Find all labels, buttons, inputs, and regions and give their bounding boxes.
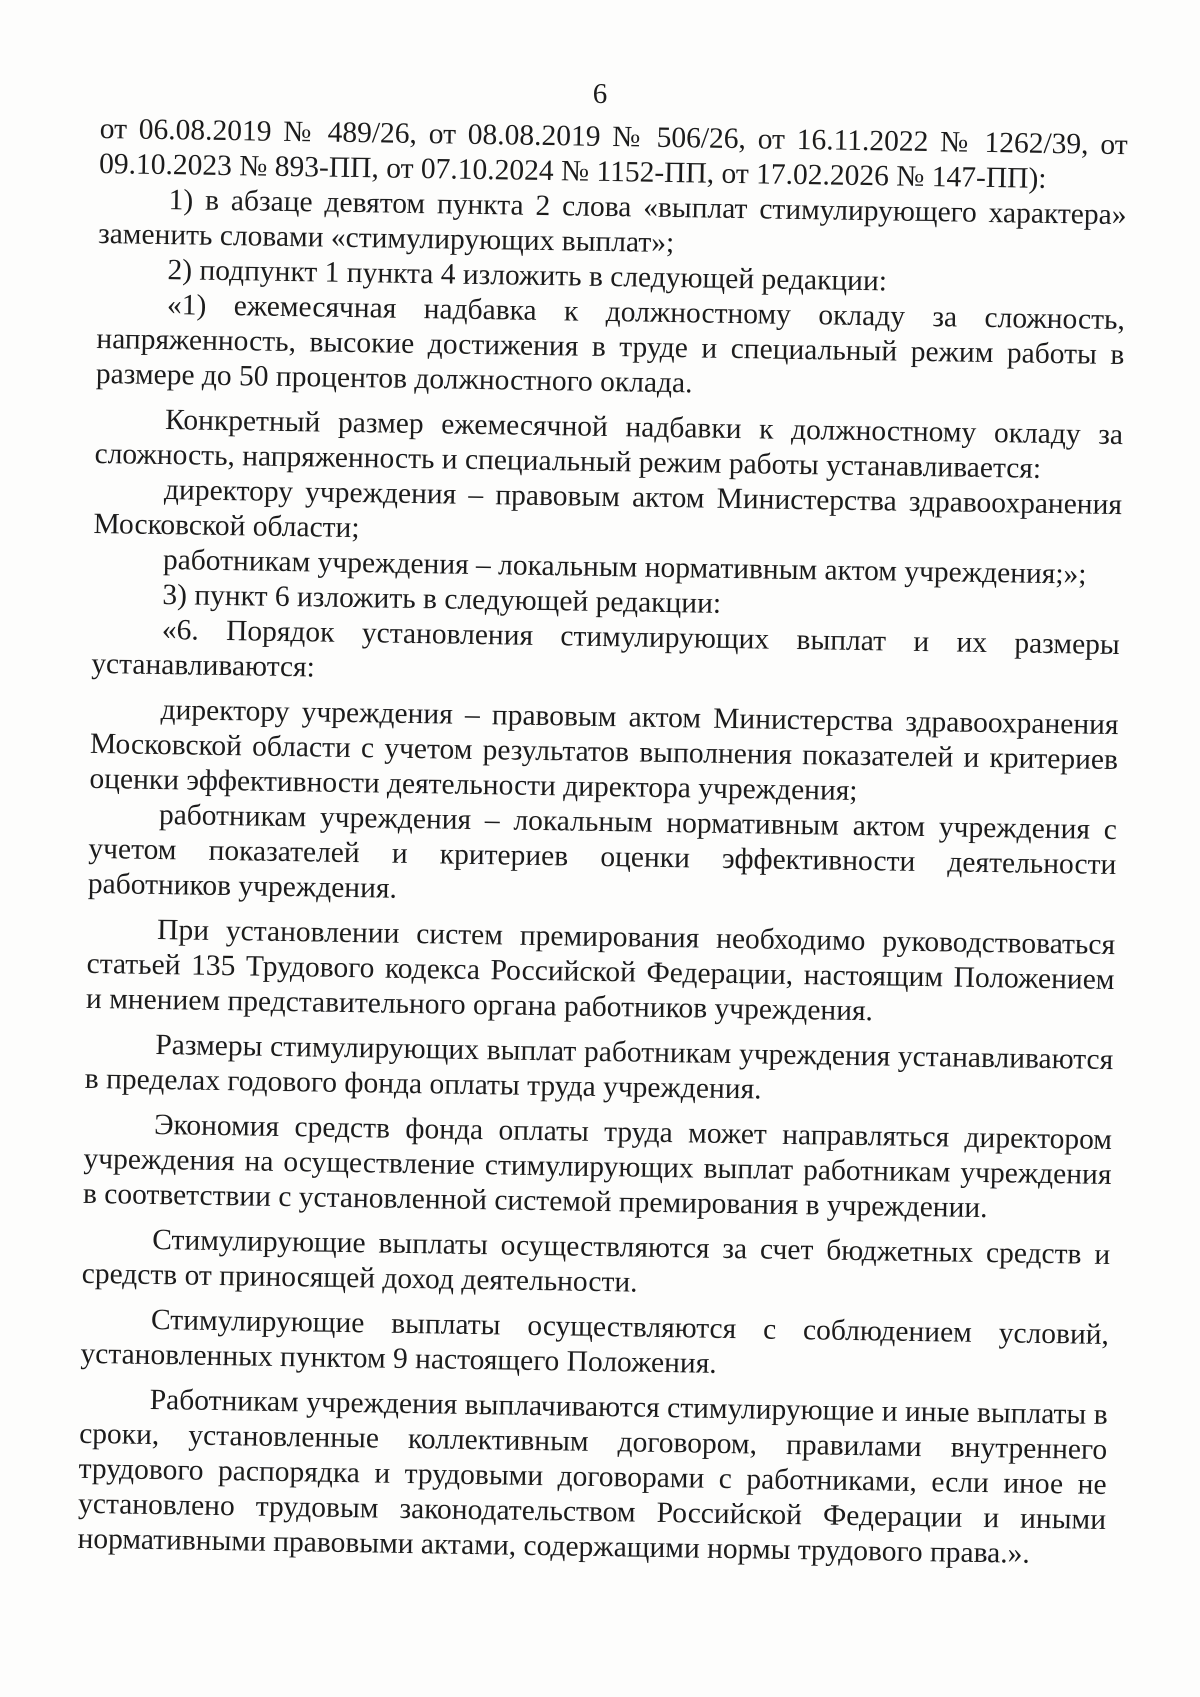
paragraph-subitem-1-text: «1) ежемесячная надбавка к должностному окладу за сложность, напряженность, высокие достижения в труде и специальный режим работы в размере до 50 процентов должностного оклада. (95, 289, 1126, 400)
paragraph-amendment-references: от 06.08.2019 № 489/26, от 08.08.2019 № 506/26, от 16.11.2022 № 1262/39, от 09.10.2023 № 893-ПП, от 07.10.2024 № 1152-ПП, от 17.02.2026 № 147-ПП): (98, 112, 1128, 195)
paragraph-item-1: 1) в абзаце девятом пункта 2 слова «выплат стимулирующего характера» заменить словами «стимулирующих выплат»; (97, 184, 1127, 260)
paragraph-point-6-text: «6. Порядок установления стимулирующих выплат и их размеры устанавливаются: (91, 614, 1121, 684)
paragraph-item-3: 3) пункт 6 изложить в следующей редакции: (162, 579, 722, 620)
paragraph-director-incentives: директору учреждения – правовым актом Министерства здравоохранения Московской области с учетом результатов выполнения показателей и критериев оценки эффективности деятельности директора учреждения; (89, 694, 1119, 807)
paragraph-employees-allowance: работникам учреждения – локальным нормативным актом учреждения;»; (162, 544, 1087, 591)
paragraph-fund-savings: Экономия средств фонда оплаты труда может направляться директором учреждения на осуществление стимулирующих выплат работникам учреждения в соответствии с установленной системой премирования в учреждении. (82, 1108, 1113, 1225)
paragraph-item-2: 2) подпункт 1 пункта 4 изложить в следующей редакции: (167, 254, 888, 298)
paragraph-bonus-systems: При установлении систем премирования необходимо руководствоваться статьей 135 Трудового кодекса Российской Федерации, настоящим Положением и мнением представительного органа работников учреждения. (85, 914, 1116, 1028)
paragraph-conditions: Стимулирующие выплаты осуществляются с соблюдением условий, установленных пунктом 9 настоящего Положения. (80, 1303, 1110, 1380)
paragraph-allowance-size: Конкретный размер ежемесячной надбавки к должностному окладу за сложность, напряженность и специальный режим работы устанавливается: (94, 404, 1124, 485)
document-body (77, 112, 1128, 1573)
paragraph-payment-terms: Работникам учреждения выплачиваются стимулирующие и иные выплаты в сроки, установленные коллективным договором, правилами внутреннего трудового распорядка и трудовыми договорами с работниками, если иное не установлено трудовым законодательством Российской Федерации и иными нормативными правовыми актами, содержащими нормы трудового права.». (77, 1383, 1108, 1570)
paragraph-director-allowance: директору учреждения – правовым актом Министерства здравоохранения Московской области; (93, 474, 1123, 545)
paragraph-employees-incentives: работникам учреждения – локальным нормативным актом учреждения с учетом показателей и критериев оценки эффективности деятельности работников учреждения. (87, 799, 1118, 905)
paragraph-funding-sources: Стимулирующие выплаты осуществляются за счет бюджетных средств и средств от приносящей доход деятельности. (81, 1223, 1111, 1299)
paragraph-incentive-amounts: Размеры стимулирующих выплат работникам учреждения устанавливаются в пределах годового фонда оплаты труда учреждения. (84, 1028, 1114, 1106)
page-number: 6 (592, 78, 608, 110)
